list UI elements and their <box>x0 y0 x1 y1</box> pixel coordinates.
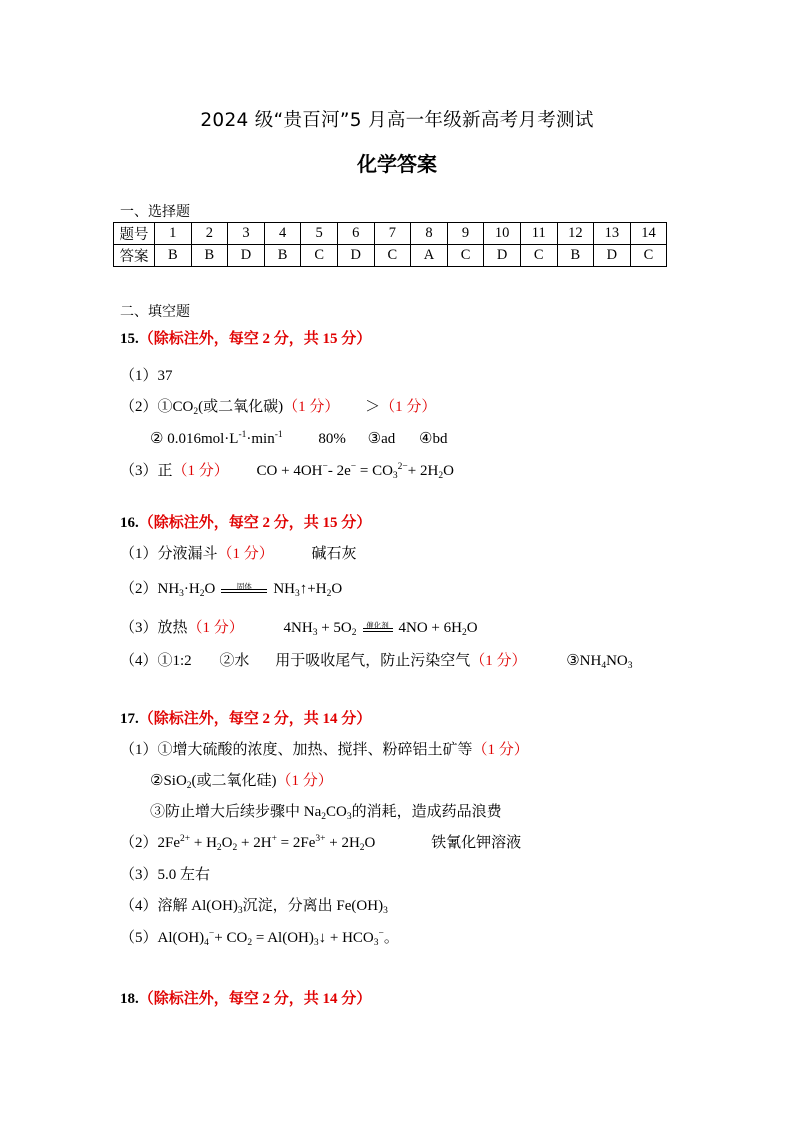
q17-text: + CO <box>214 930 248 946</box>
q17-line-3 <box>150 803 502 821</box>
q16-text: O <box>331 581 343 597</box>
q15-score: （1 分） <box>283 399 340 415</box>
q16-text: ↑+H <box>299 581 327 597</box>
question-number: 1 <box>155 223 192 245</box>
q15-score-note: （除标注外，每空 2 分，共 15 分） <box>138 331 372 347</box>
q17-text: O <box>221 835 233 851</box>
q17-text: 沉淀，分离出 Fe(OH) <box>242 898 384 914</box>
q15-text: ③ad <box>367 431 396 447</box>
subscript: 2 <box>232 843 238 853</box>
subscript: 3 <box>346 812 352 822</box>
q15-text: （2）①CO <box>120 399 194 415</box>
superscript: − <box>378 929 384 939</box>
q15-text: = CO <box>356 463 393 479</box>
q15-text: O <box>443 463 454 479</box>
answer-cell: B <box>264 245 301 267</box>
question-number: 8 <box>411 223 448 245</box>
subscript: 2 <box>461 628 467 638</box>
q18-number: 18. <box>120 991 139 1007</box>
question-number: 10 <box>484 223 521 245</box>
subscript: 3 <box>373 938 379 948</box>
superscript: 3+ <box>315 834 326 844</box>
q17-line-7 <box>120 929 399 947</box>
subscript: 3 <box>383 906 388 916</box>
answer-cell: C <box>630 245 667 267</box>
superscript: − <box>322 462 328 472</box>
q17-text: + 2H <box>325 835 360 851</box>
subscript: 4 <box>601 661 607 671</box>
q15-text: + 2H <box>407 463 439 479</box>
q17-text: 的消耗，造成药品浪费 <box>351 804 502 820</box>
q17-text: ↓ + HCO <box>318 930 374 946</box>
subscript: 2 <box>193 407 199 417</box>
subscript: 2 <box>199 589 205 599</box>
question-number: 2 <box>191 223 228 245</box>
q17-line-2 <box>150 772 333 790</box>
q15-text: - 2e <box>327 463 351 479</box>
q16-text: NO <box>606 653 628 669</box>
subscript: 3 <box>313 938 319 948</box>
answer-cell: B <box>557 245 594 267</box>
question-number: 7 <box>374 223 411 245</box>
q15-score: （1 分） <box>380 399 437 415</box>
q17-text: CO <box>326 804 347 820</box>
q16-text: （2）NH <box>120 581 180 597</box>
answer-cell: D <box>228 245 265 267</box>
q17-text: （2）2Fe <box>120 835 181 851</box>
question-number: 5 <box>301 223 338 245</box>
q17-text: (或二氧化硅) <box>191 773 277 789</box>
q16-text: 用于吸收尾气，防止污染空气 <box>275 653 471 669</box>
reaction-condition-label: 催化剂 <box>366 620 389 630</box>
q17-line-1 <box>120 741 529 759</box>
question-number: 14 <box>630 223 667 245</box>
q18-header <box>120 990 371 1008</box>
q16-score: （1 分） <box>187 620 244 636</box>
q16-text: ·H <box>183 581 200 597</box>
question-number: 9 <box>447 223 484 245</box>
q17-text: ②SiO <box>150 773 187 789</box>
subscript: 3 <box>179 589 184 599</box>
q16-number: 16. <box>120 515 139 531</box>
superscript: 2− <box>397 462 408 472</box>
subscript: 3 <box>237 906 243 916</box>
superscript: 2+ <box>180 834 191 844</box>
q15-text: ·min <box>246 431 275 447</box>
q16-score-note: （除标注外，每空 2 分，共 15 分） <box>138 515 372 531</box>
page-subtitle: 化学答案 <box>357 152 437 176</box>
q15-text: （3）正 <box>120 463 173 479</box>
superscript: + <box>271 834 277 844</box>
subscript: 2 <box>321 812 326 822</box>
q16-text: O <box>204 581 216 597</box>
q16-line-1 <box>120 545 357 563</box>
q16-text: NH <box>273 581 296 597</box>
q17-text: = 2Fe <box>276 835 316 851</box>
q17-number: 17. <box>120 711 139 727</box>
q15-text: ② 0.016mol·L <box>150 431 239 447</box>
q15-text: (或二氧化碳) <box>198 399 284 415</box>
answer-cell: D <box>337 245 374 267</box>
answer-cell: B <box>191 245 228 267</box>
superscript: − <box>350 462 357 472</box>
reaction-condition-arrow <box>363 622 393 636</box>
q17-line-4 <box>120 834 521 852</box>
q16-text: + 5O <box>317 620 352 636</box>
q15-number: 15. <box>120 331 139 347</box>
q15-text: CO + 4OH <box>256 463 323 479</box>
reaction-condition-label: 固体 <box>236 581 252 591</box>
q16-text: （3）放热 <box>120 620 188 636</box>
q17-header <box>120 710 371 728</box>
q17-text: + 2H <box>237 835 272 851</box>
q15-line-4 <box>120 462 454 480</box>
question-number: 4 <box>264 223 301 245</box>
q17-text: （5）Al(OH) <box>120 930 205 946</box>
q16-text: （1）分液漏斗 <box>120 546 218 562</box>
subscript: 2 <box>216 843 222 853</box>
subscript: 3 <box>627 661 633 671</box>
section2-heading: 二、填空题 <box>120 304 190 320</box>
answer-cell: C <box>447 245 484 267</box>
subscript: 2 <box>186 781 192 791</box>
q16-text: ②水 <box>219 653 250 669</box>
answer-cell: C <box>301 245 338 267</box>
superscript: − <box>208 929 215 939</box>
q16-score: （1 分） <box>217 546 274 562</box>
q16-text: （4）①1:2 <box>120 653 192 669</box>
q15-line-3 <box>150 430 447 448</box>
q15-text: 80% <box>318 431 346 447</box>
answer-cell: B <box>155 245 192 267</box>
q15-text: ④bd <box>419 431 448 447</box>
answer-cell: D <box>594 245 631 267</box>
q17-line-5: （3）5.0 左右 <box>120 867 211 883</box>
subscript: 2 <box>359 843 365 853</box>
page-title: 2024 级“贵百河”5 月高一年级新高考月考测试 <box>200 110 594 131</box>
q17-text: + H <box>190 835 217 851</box>
q16-line-2 <box>120 580 342 598</box>
subscript: 3 <box>392 471 398 481</box>
q16-text: O <box>466 620 478 636</box>
row-label-answer: 答案 <box>114 245 155 267</box>
subscript: 3 <box>312 628 318 638</box>
superscript: -1 <box>274 430 283 440</box>
q17-text: O <box>364 835 376 851</box>
question-number: 13 <box>594 223 631 245</box>
question-number: 12 <box>557 223 594 245</box>
q15-line-2 <box>120 398 436 416</box>
q17-text: 铁氰化钾溶液 <box>431 835 522 851</box>
q17-text: 。 <box>383 930 399 946</box>
q16-line-3 <box>120 619 478 637</box>
answer-cell: C <box>520 245 557 267</box>
answer-cell: A <box>411 245 448 267</box>
answer-cell: D <box>484 245 521 267</box>
subscript: 2 <box>438 471 444 481</box>
q17-text: ③防止增大后续步骤中 Na <box>150 804 322 820</box>
q17-text: （4）溶解 Al(OH) <box>120 898 238 914</box>
superscript: -1 <box>238 430 247 440</box>
q15-line-1: （1）37 <box>120 368 173 384</box>
q17-text: （1）①增大硫酸的浓度、加热、搅拌、粉碎铝土矿等 <box>120 742 473 758</box>
reaction-condition-arrow <box>221 583 267 597</box>
q16-text: ③NH <box>566 653 602 669</box>
question-number: 11 <box>520 223 557 245</box>
q17-line-6 <box>120 897 388 915</box>
row-label-question: 题号 <box>114 223 155 245</box>
subscript: 4 <box>204 938 209 948</box>
q16-header <box>120 514 371 532</box>
q16-text: 4NO + 6H <box>398 620 462 636</box>
q18-score-note: （除标注外，每空 2 分，共 14 分） <box>138 991 372 1007</box>
q17-text: = Al(OH) <box>252 930 314 946</box>
q17-score: （1 分） <box>276 773 333 789</box>
subscript: 2 <box>247 938 253 948</box>
section1-heading: 一、选择题 <box>120 204 190 220</box>
answer-cell: C <box>374 245 411 267</box>
answer-row <box>114 245 667 267</box>
q16-score: （1 分） <box>470 653 527 669</box>
question-number: 3 <box>228 223 265 245</box>
q15-score: （1 分） <box>172 463 229 479</box>
q17-score-note: （除标注外，每空 2 分，共 14 分） <box>138 711 372 727</box>
question-number-row <box>114 223 667 245</box>
q17-score: （1 分） <box>472 742 529 758</box>
q15-header <box>120 330 371 348</box>
subscript: 2 <box>351 628 357 638</box>
q16-line-4 <box>120 652 633 670</box>
q15-text: ＞ <box>365 399 381 415</box>
subscript: 2 <box>326 589 332 599</box>
question-number: 6 <box>337 223 374 245</box>
answer-table <box>113 222 667 267</box>
q16-text: 碱石灰 <box>311 546 357 562</box>
subscript: 3 <box>295 589 300 599</box>
q16-text: 4NH <box>283 620 313 636</box>
